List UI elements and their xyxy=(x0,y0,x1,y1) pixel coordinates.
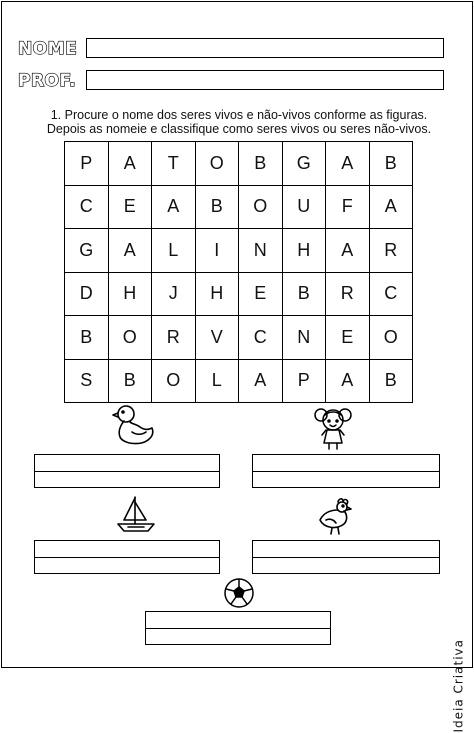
grid-cell[interactable]: E xyxy=(109,186,153,230)
grid-cell[interactable]: B xyxy=(109,360,153,404)
credit-text: Ideia Criativa xyxy=(452,639,466,733)
grid-cell[interactable]: R xyxy=(152,316,196,360)
answer-box-sailboat[interactable] xyxy=(34,540,220,574)
grid-cell[interactable]: O xyxy=(109,316,153,360)
grid-cell[interactable]: N xyxy=(239,229,283,273)
instructions-line-2: Depois as nomeie e classifique como seres vivos ou seres não-vivos. xyxy=(46,122,432,136)
grid-cell[interactable]: H xyxy=(109,273,153,317)
grid-cell[interactable]: B xyxy=(370,142,414,186)
grid-cell[interactable]: B xyxy=(65,316,109,360)
grid-cell[interactable]: T xyxy=(152,142,196,186)
grid-cell[interactable]: A xyxy=(109,142,153,186)
grid-cell[interactable]: H xyxy=(196,273,240,317)
grid-cell[interactable]: B xyxy=(239,142,283,186)
answer-box-hen[interactable] xyxy=(252,540,440,574)
grid-cell[interactable]: A xyxy=(326,142,370,186)
grid-cell[interactable]: C xyxy=(370,273,414,317)
grid-cell[interactable]: G xyxy=(283,142,327,186)
instructions-line-1: 1. Procure o nome dos seres vivos e não-vivos conforme as figuras. xyxy=(50,108,428,122)
grid-cell[interactable]: P xyxy=(283,360,327,404)
grid-cell[interactable]: U xyxy=(283,186,327,230)
answer-box-ball[interactable] xyxy=(145,611,331,645)
grid-cell[interactable]: A xyxy=(370,186,414,230)
grid-cell[interactable]: H xyxy=(283,229,327,273)
grid-cell[interactable]: A xyxy=(239,360,283,404)
grid-cell[interactable]: J xyxy=(152,273,196,317)
grid-cell[interactable]: O xyxy=(152,360,196,404)
answer-box-girl[interactable] xyxy=(252,454,440,488)
grid-cell[interactable]: B xyxy=(370,360,414,404)
grid-cell[interactable]: B xyxy=(283,273,327,317)
prof-field[interactable] xyxy=(86,70,444,90)
grid-cell[interactable]: L xyxy=(196,360,240,404)
soccer-ball-icon xyxy=(223,577,255,609)
nome-label: NOME xyxy=(18,39,78,59)
grid-cell[interactable]: D xyxy=(65,273,109,317)
grid-cell[interactable]: A xyxy=(152,186,196,230)
grid-cell[interactable]: E xyxy=(239,273,283,317)
instructions xyxy=(24,108,454,136)
grid-cell[interactable]: A xyxy=(326,360,370,404)
word-search-grid xyxy=(64,141,413,403)
grid-cell[interactable]: I xyxy=(196,229,240,273)
grid-cell[interactable]: B xyxy=(196,186,240,230)
grid-cell[interactable]: S xyxy=(65,360,109,404)
prof-label: PROF. xyxy=(18,71,77,91)
grid-cell[interactable]: N xyxy=(283,316,327,360)
grid-cell[interactable]: P xyxy=(65,142,109,186)
grid-cell[interactable]: G xyxy=(65,229,109,273)
duck-icon xyxy=(112,402,156,448)
grid-cell[interactable]: C xyxy=(239,316,283,360)
answer-box-duck[interactable] xyxy=(34,454,220,488)
grid-cell[interactable]: F xyxy=(326,186,370,230)
grid-cell[interactable]: O xyxy=(370,316,414,360)
grid-cell[interactable]: O xyxy=(239,186,283,230)
hen-icon xyxy=(314,496,358,538)
grid-cell[interactable]: O xyxy=(196,142,240,186)
grid-cell[interactable]: C xyxy=(65,186,109,230)
grid-cell[interactable]: R xyxy=(370,229,414,273)
worksheet-page xyxy=(1,1,473,733)
grid-cell[interactable]: A xyxy=(326,229,370,273)
grid-cell[interactable]: V xyxy=(196,316,240,360)
grid-cell[interactable]: R xyxy=(326,273,370,317)
girl-icon xyxy=(313,405,353,451)
grid-cell[interactable]: E xyxy=(326,316,370,360)
grid-cell[interactable]: A xyxy=(109,229,153,273)
grid-cell[interactable]: L xyxy=(152,229,196,273)
nome-field[interactable] xyxy=(86,38,444,58)
sailboat-icon xyxy=(114,494,158,534)
